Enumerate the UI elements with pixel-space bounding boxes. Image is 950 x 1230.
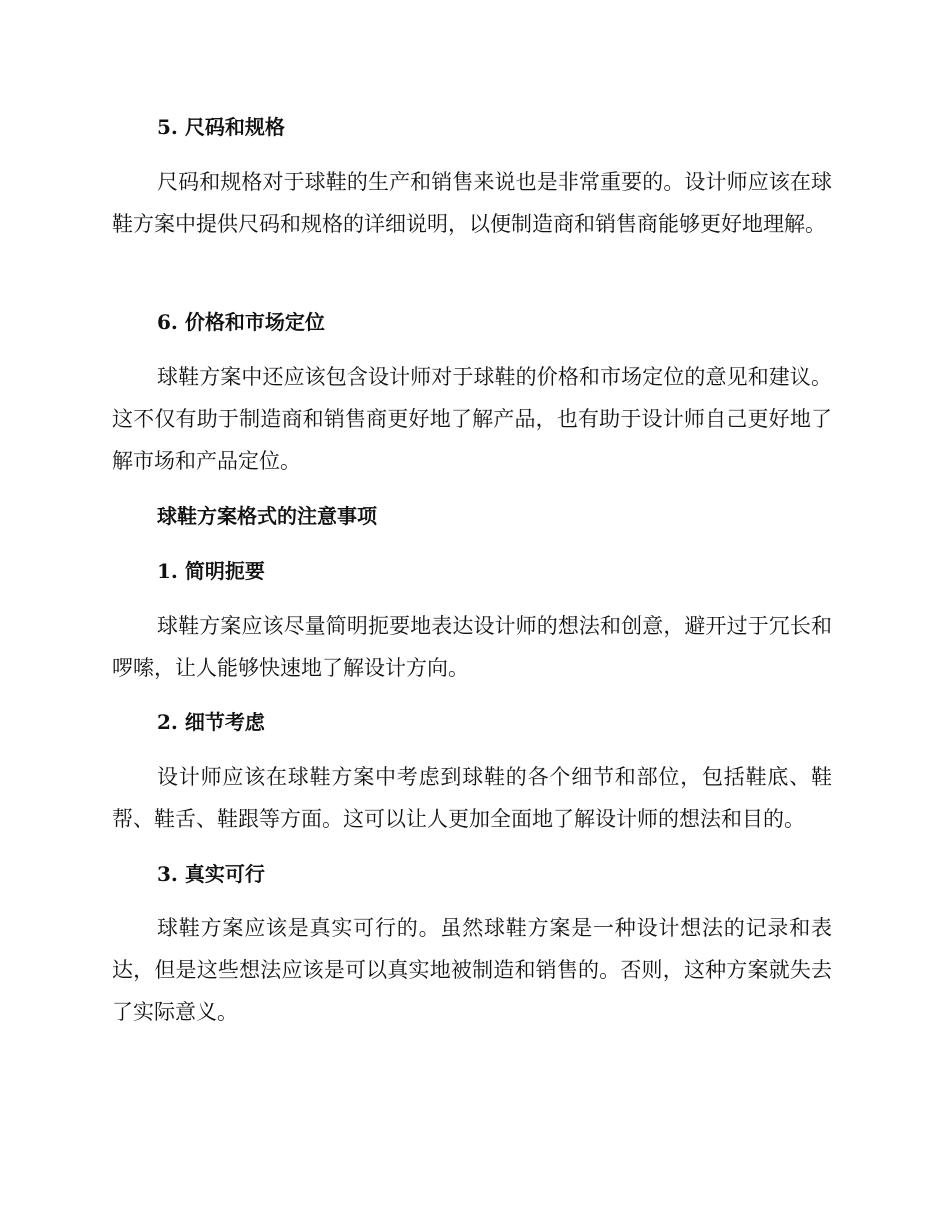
section-heading-size: 5. 尺码和规格 xyxy=(157,115,285,139)
note-body-feasible: 球鞋方案应该是真实可行的。虽然球鞋方案是一种设计想法的记录和表达，但是这些想法应该是可以真实地被制造和销售的。否则，这种方案就失去了实际意义。 xyxy=(112,916,832,1024)
note-body-detail: 设计师应该在球鞋方案中考虑到球鞋的各个细节和部位，包括鞋底、鞋帮、鞋舌、鞋跟等方面。这可以让人更加全面地了解设计师的想法和目的。 xyxy=(112,765,832,831)
section-body-price: 球鞋方案中还应该包含设计师对于球鞋的价格和市场定位的意见和建议。这不仅有助于制造商和销售商更好地了解产品，也有助于设计师自己更好地了解市场和产品定位。 xyxy=(112,365,832,473)
note-heading-concise: 1. 简明扼要 xyxy=(157,559,265,583)
section-heading-price: 6. 价格和市场定位 xyxy=(157,310,325,334)
section-body-size: 尺码和规格对于球鞋的生产和销售来说也是非常重要的。设计师应该在球鞋方案中提供尺码和规格的详细说明，以便制造商和销售商能够更好地理解。 xyxy=(112,170,832,236)
note-body-concise: 球鞋方案应该尽量简明扼要地表达设计师的想法和创意，避开过于冗长和啰嗦，让人能够快速地了解设计方向。 xyxy=(112,614,832,680)
notes-title: 球鞋方案格式的注意事项 xyxy=(157,504,377,528)
note-heading-feasible: 3. 真实可行 xyxy=(157,862,265,886)
note-heading-detail: 2. 细节考虑 xyxy=(157,710,265,734)
